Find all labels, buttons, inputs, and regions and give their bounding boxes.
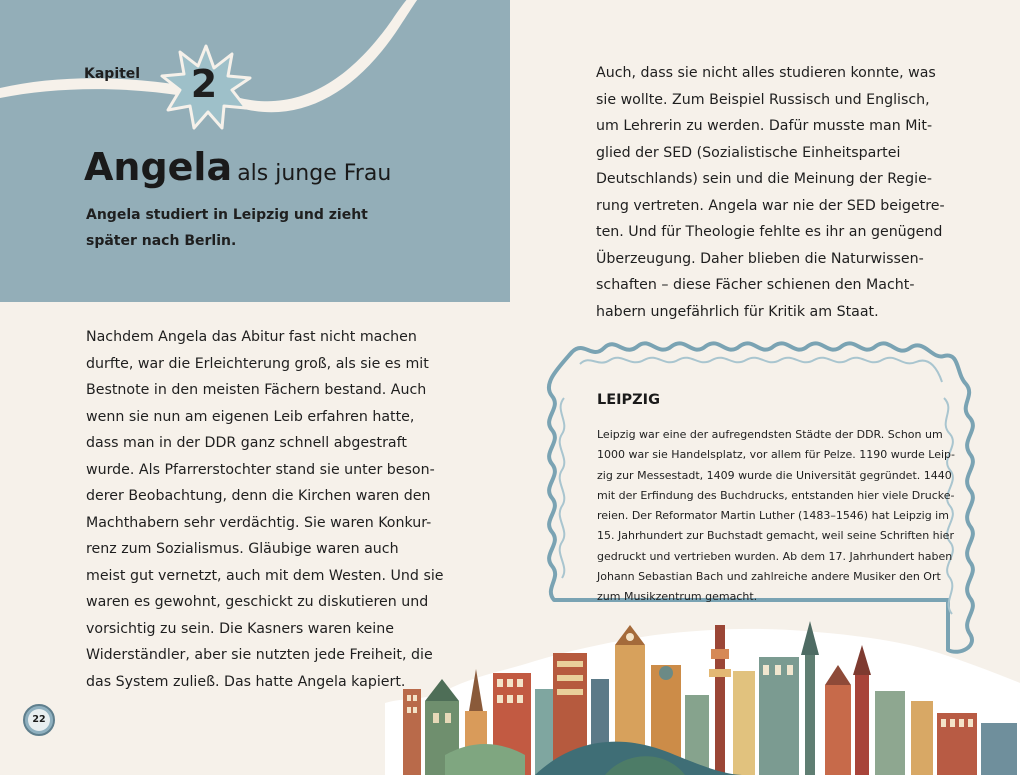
- info-box-title: LEIPZIG: [597, 392, 660, 408]
- chapter-subtitle: [86, 202, 386, 254]
- text-line: Bestnote in den meisten Fächern bestand. Auch: [86, 382, 427, 398]
- text-line: renz zum Sozialismus. Gläubige waren auch: [86, 541, 399, 557]
- text-line: Widerständler, aber sie nutzten jede Freiheit, die: [86, 647, 433, 663]
- text-line: durfte, war die Erleichterung groß, als sie es mit: [86, 355, 429, 372]
- text-line: vorsichtig zu sein. Die Kasners waren keine: [86, 620, 394, 637]
- text-line: glied der SED (Sozialistische Einheitspartei: [596, 144, 901, 161]
- subtitle-line: Angela studiert in Leipzig und zieht: [86, 207, 368, 223]
- text-line: schaften – diese Fächer schienen den Macht-: [596, 277, 915, 293]
- text-line: Deutschlands) sein und die Meinung der Regie-: [596, 171, 932, 187]
- text-line: 1000 war sie Handelsplatz, vor allem für Pelze. 1190 wurde Leip-: [597, 448, 955, 462]
- text-line: Machthabern sehr verdächtig. Sie waren Konkur-: [86, 514, 432, 531]
- text-line: mit der Erfindung des Buchdrucks, entstanden hier viele Drucke-: [597, 488, 955, 502]
- text-line: 15. Jahrhundert zur Buchstadt gemacht, weil seine Schriften hier: [597, 529, 954, 543]
- chapter-label: Kapitel: [84, 66, 141, 82]
- text-line: zum Musikzentrum gemacht.: [597, 590, 758, 604]
- text-line: dass man in der DDR ganz schnell abgestraft: [86, 435, 407, 451]
- right-body-text: [596, 60, 945, 325]
- page-number-badge: [23, 704, 55, 736]
- chapter-header-panel: [0, 0, 510, 302]
- text-line: wurde. Als Pfarrerstochter stand sie unter beson-: [86, 461, 435, 478]
- chapter-title: [84, 145, 391, 189]
- text-line: Johann Sebastian Bach und zahlreiche andere Musiker den Ort: [597, 570, 941, 584]
- text-line: reien. Der Reformator Martin Luther (1483–1546) hat Leipzig im: [597, 509, 949, 523]
- text-line: waren es gewohnt, geschickt zu diskutieren und: [86, 594, 429, 610]
- info-box-text: [597, 425, 955, 608]
- chapter-title-main: Angela: [84, 145, 233, 189]
- text-line: rung vertreten. Angela war nie der SED beigetre-: [596, 197, 945, 214]
- text-line: ten. Und für Theologie fehlte es ihr an genügend: [596, 224, 943, 240]
- text-line: um Lehrerin zu werden. Dafür musste man Mit-: [596, 118, 933, 134]
- text-line: Leipzig war eine der aufregendsten Städte der DDR. Schon um: [597, 428, 943, 441]
- subtitle-line: später nach Berlin.: [86, 233, 237, 249]
- text-line: gedruckt und vertrieben wurden. Ab dem 17. Jahrhundert haben: [597, 549, 953, 563]
- text-line: habern ungefährlich für Kritik am Staat.: [596, 303, 879, 320]
- text-line: meist gut vernetzt, auch mit dem Westen. Und sie: [86, 567, 444, 584]
- text-line: Überzeugung. Daher blieben die Naturwissen-: [596, 250, 924, 267]
- text-line: derer Beobachtung, denn die Kirchen waren den: [86, 488, 431, 504]
- page-number: 22: [28, 709, 50, 731]
- chapter-title-sub: als junge Frau: [237, 161, 392, 186]
- text-line: Nachdem Angela das Abitur fast nicht machen: [86, 329, 417, 345]
- chapter-number: 2: [190, 62, 218, 106]
- text-line: Auch, dass sie nicht alles studieren konnte, was: [596, 65, 936, 81]
- text-line: zig zur Messestadt, 1409 wurde die Universität gegründet. 1440: [597, 468, 952, 482]
- text-line: wenn sie nun am eigenen Leib erfahren hatte,: [86, 408, 415, 425]
- leipzig-skyline-illustration: [385, 605, 1020, 775]
- text-line: das System zuließ. Das hatte Angela kapiert.: [86, 673, 406, 690]
- text-line: sie wollte. Zum Beispiel Russisch und Englisch,: [596, 91, 930, 108]
